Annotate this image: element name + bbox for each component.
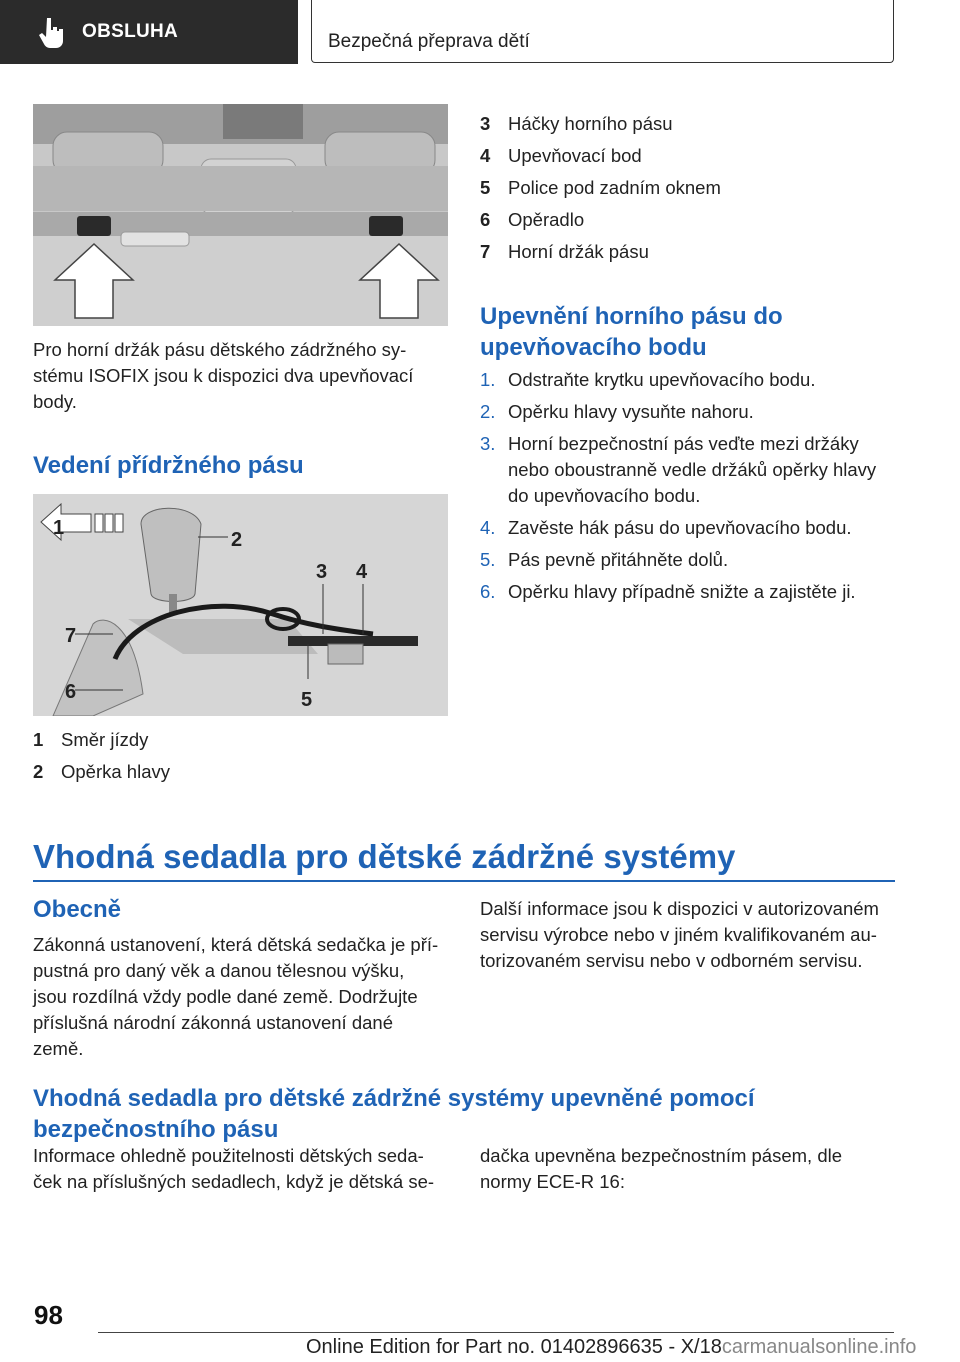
legend-num: 1 [33,729,44,750]
text-line: ček na příslušných sedadlech, když je dětská se- [33,1171,435,1192]
diagram-label: 5 [301,689,313,711]
text-line: Informace ohledně použitelnosti dětských seda- [33,1145,424,1166]
belt-routing-diagram [33,494,448,716]
caption-line: body. [33,391,77,412]
diagram-legend-left [33,724,170,788]
step-num: 2. [480,401,496,422]
general-heading: Obecně [33,896,122,923]
step-text: Zavěste hák pásu do upevňovacího bodu. [508,517,852,538]
chapter-label: OBSLUHA [82,21,179,42]
legend-text: Směr jízdy [61,729,149,750]
step-text: Opěrku hlavy případně snižte a zajistěte ji. [508,581,856,602]
routing-heading: Vedení přídržného pásu [33,452,304,479]
attach-heading [480,301,783,363]
legend-item [480,236,721,268]
diagram-label: 1 [53,517,65,539]
step-text: nebo oboustranně vedle držáků opěrky hlavy [508,459,877,480]
step-item [480,515,900,541]
footer-edition [306,1336,916,1359]
step-num: 3. [480,433,496,454]
legend-item [480,140,721,172]
attach-steps [480,367,900,611]
legend-text: Police pod zadním oknem [508,177,721,198]
text-line: pustná pro daný věk a danou tělesnou výšku, [33,960,405,981]
legend-text: Opěradlo [508,209,585,230]
text-line: servisu výrobce nebo v jiném kvalifikovaném au- [480,924,877,945]
attach-heading-line: upevňovacího bodu [480,334,707,361]
legend-item [480,172,721,204]
step-num: 5. [480,549,496,570]
step-num: 1. [480,369,496,390]
legend-text: Upevňovací bod [508,145,642,166]
step-text: Pás pevně přitáhněte dolů. [508,549,729,570]
isofix-caption [33,337,448,415]
general-text-left [33,932,453,1062]
edition-text: Online Edition for Part no. 01402896635 - X/18 [306,1336,722,1358]
legend-item [33,724,170,756]
step-item [480,399,900,425]
diagram-legend-right [480,108,721,268]
text-line: země. [33,1038,84,1059]
general-text-right [480,896,900,974]
isofix-anchor-figure [33,104,448,326]
belt-text-right [480,1143,900,1195]
step-text: Opěrku hlavy vysuňte nahoru. [508,401,754,422]
page-number: 98 [34,1300,63,1330]
belt-heading-line: bezpečnostního pásu [33,1116,279,1143]
rear-shelf-illustration [33,104,448,326]
legend-num: 6 [480,209,491,230]
legend-num: 7 [480,241,491,262]
step-text: Odstraňte krytku upevňovacího bodu. [508,369,816,390]
text-line: normy ECE-R 16: [480,1171,625,1192]
text-line: Zákonná ustanovení, která dětská sedačka je pří- [33,934,439,955]
step-text: do upevňovacího bodu. [508,485,701,506]
section-title: Bezpečná přeprava dětí [328,31,530,52]
diagram-label: 4 [356,561,368,583]
diagram-label: 2 [231,529,243,551]
step-item [480,431,900,509]
step-num: 6. [480,581,496,602]
diagram-label: 7 [65,625,77,647]
step-item [480,547,900,573]
legend-item [480,108,721,140]
belt-text-left [33,1143,453,1195]
diagram-label: 3 [316,561,328,583]
headrest-illustration [33,494,448,716]
legend-num: 4 [480,145,491,166]
text-line: jsou rozdílná vždy podle dané země. Dodržujte [33,986,418,1007]
diagram-label: 6 [65,681,77,703]
title-rule [33,880,895,882]
legend-text: Horní držák pásu [508,241,649,262]
chapter-tab[interactable] [0,0,298,64]
hand-pointer-icon [38,16,66,48]
legend-text: Opěrka hlavy [61,761,170,782]
legend-num: 5 [480,177,491,198]
section-header [311,0,894,63]
belt-heading [33,1083,913,1145]
caption-line: Pro horní držák pásu dětského zádržného sy- [33,339,407,360]
legend-num: 3 [480,113,491,134]
legend-item [33,756,170,788]
text-line: Další informace jsou k dispozici v autorizovaném [480,898,879,919]
seats-title: Vhodná sedadla pro dětské zádržné systémy [33,838,736,875]
text-line: příslušná národní zákonná ustanovení dané [33,1012,393,1033]
step-num: 4. [480,517,496,538]
text-line: dačka upevněna bezpečnostním pásem, dle [480,1145,843,1166]
step-text: Horní bezpečnostní pás veďte mezi držáky [508,433,859,454]
watermark-text[interactable]: carmanualsonline.info [721,1336,917,1358]
belt-heading-line: Vhodná sedadla pro dětské zádržné systémy upevněné pomocí [33,1085,755,1112]
footer-rule [98,1332,894,1333]
attach-heading-line: Upevnění horního pásu do [480,303,783,330]
legend-num: 2 [33,761,44,782]
step-item [480,367,900,393]
text-line: torizovaném servisu nebo v odborném servisu. [480,950,863,971]
legend-item [480,204,721,236]
legend-text: Háčky horního pásu [508,113,673,134]
step-item [480,579,900,605]
caption-line: stému ISOFIX jsou k dispozici dva upevňovací [33,365,414,386]
